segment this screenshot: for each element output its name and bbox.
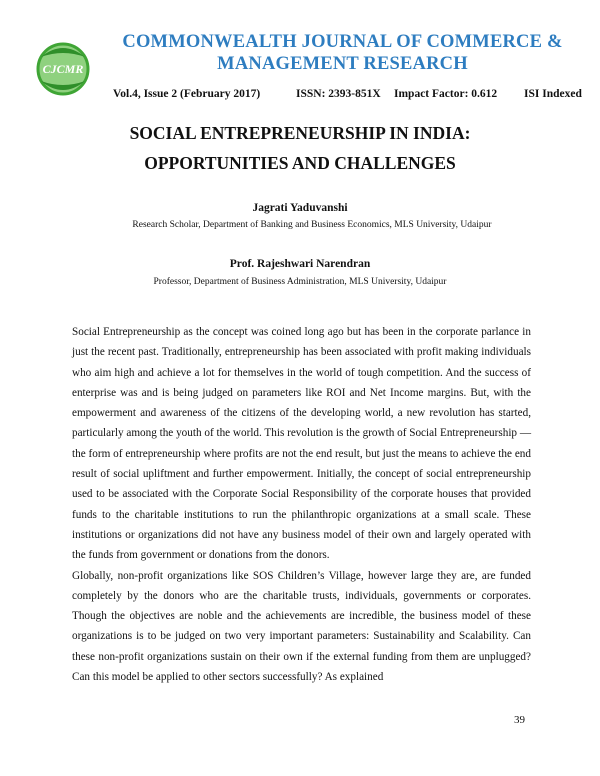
author-affiliation: Research Scholar, Department of Banking and Business Economics, MLS University, Udaipur bbox=[132, 220, 492, 230]
page-number: 39 bbox=[514, 714, 525, 726]
paper-title-line-2: OPPORTUNITIES AND CHALLENGES bbox=[144, 153, 456, 173]
body-paragraph: Social Entrepreneurship as the concept was coined long ago but has been in the corporate parlance in just the recent past. Traditionally, entrepreneurship has been associated with profit making individuals who aim high and achieve a lot for themselves in the world of tough competition. And the success of enterprise was and is being judged on parameters like ROI and Net Income margins. But, with the empowerment and awareness of the citizens of the developing world, a new revolution has started, particularly among the youth of the world. This revolution is the growth of Social Entrepreneurship — the form of entrepreneurship where profits are not the end result, but just the means to achieve the end result of social upliftment and further empowerment. Initially, the concept of social entrepreneurship used to be associated with the Corporate Social Responsibility of the corporate houses that provided funds to the charitable institutions to run the philanthropic organizations at a small scale. These institutions or organizations did not have any business model of their own and largely operated with the funds from government or donations from the donors. bbox=[72, 326, 532, 562]
issue-meta-row bbox=[113, 86, 583, 102]
author-name: Prof. Rajeshwari Narendran bbox=[229, 258, 371, 270]
issn: ISSN: 2393-851X bbox=[296, 88, 381, 100]
logo-lettering: CJCMR bbox=[42, 62, 84, 76]
paper-title bbox=[0, 118, 600, 178]
indexing-status: ISI Indexed bbox=[524, 88, 582, 100]
impact-factor: Impact Factor: 0.612 bbox=[394, 88, 498, 100]
paper-title-line-1: SOCIAL ENTREPRENEURSHIP IN INDIA: bbox=[129, 123, 471, 143]
body-text bbox=[72, 322, 531, 687]
journal-logo bbox=[31, 37, 95, 101]
author-name: Jagrati Yaduvanshi bbox=[252, 202, 348, 214]
volume-issue: Vol.4, Issue 2 (February 2017) bbox=[113, 88, 261, 100]
journal-title: COMMONWEALTH JOURNAL OF COMMERCE & MANAGEMENT RESEARCH bbox=[122, 32, 563, 74]
body-paragraph: Globally, non-profit organizations like SOS Children’s Village, however large they are, are funded completely by the donors who are the charitable trusts, individuals, governments or corporates. Though the objectives are noble and the achievements are incredible, the business model of these organizations is to be judged on two very important parameters: Sustainability and Scalability. Can these non-profit organizations sustain on their own if the external funding from them are unplugged? Can this model be applied to other sectors successfully? As explained bbox=[72, 569, 531, 684]
author-affiliation: Professor, Department of Business Administration, MLS University, Udaipur bbox=[153, 277, 447, 287]
